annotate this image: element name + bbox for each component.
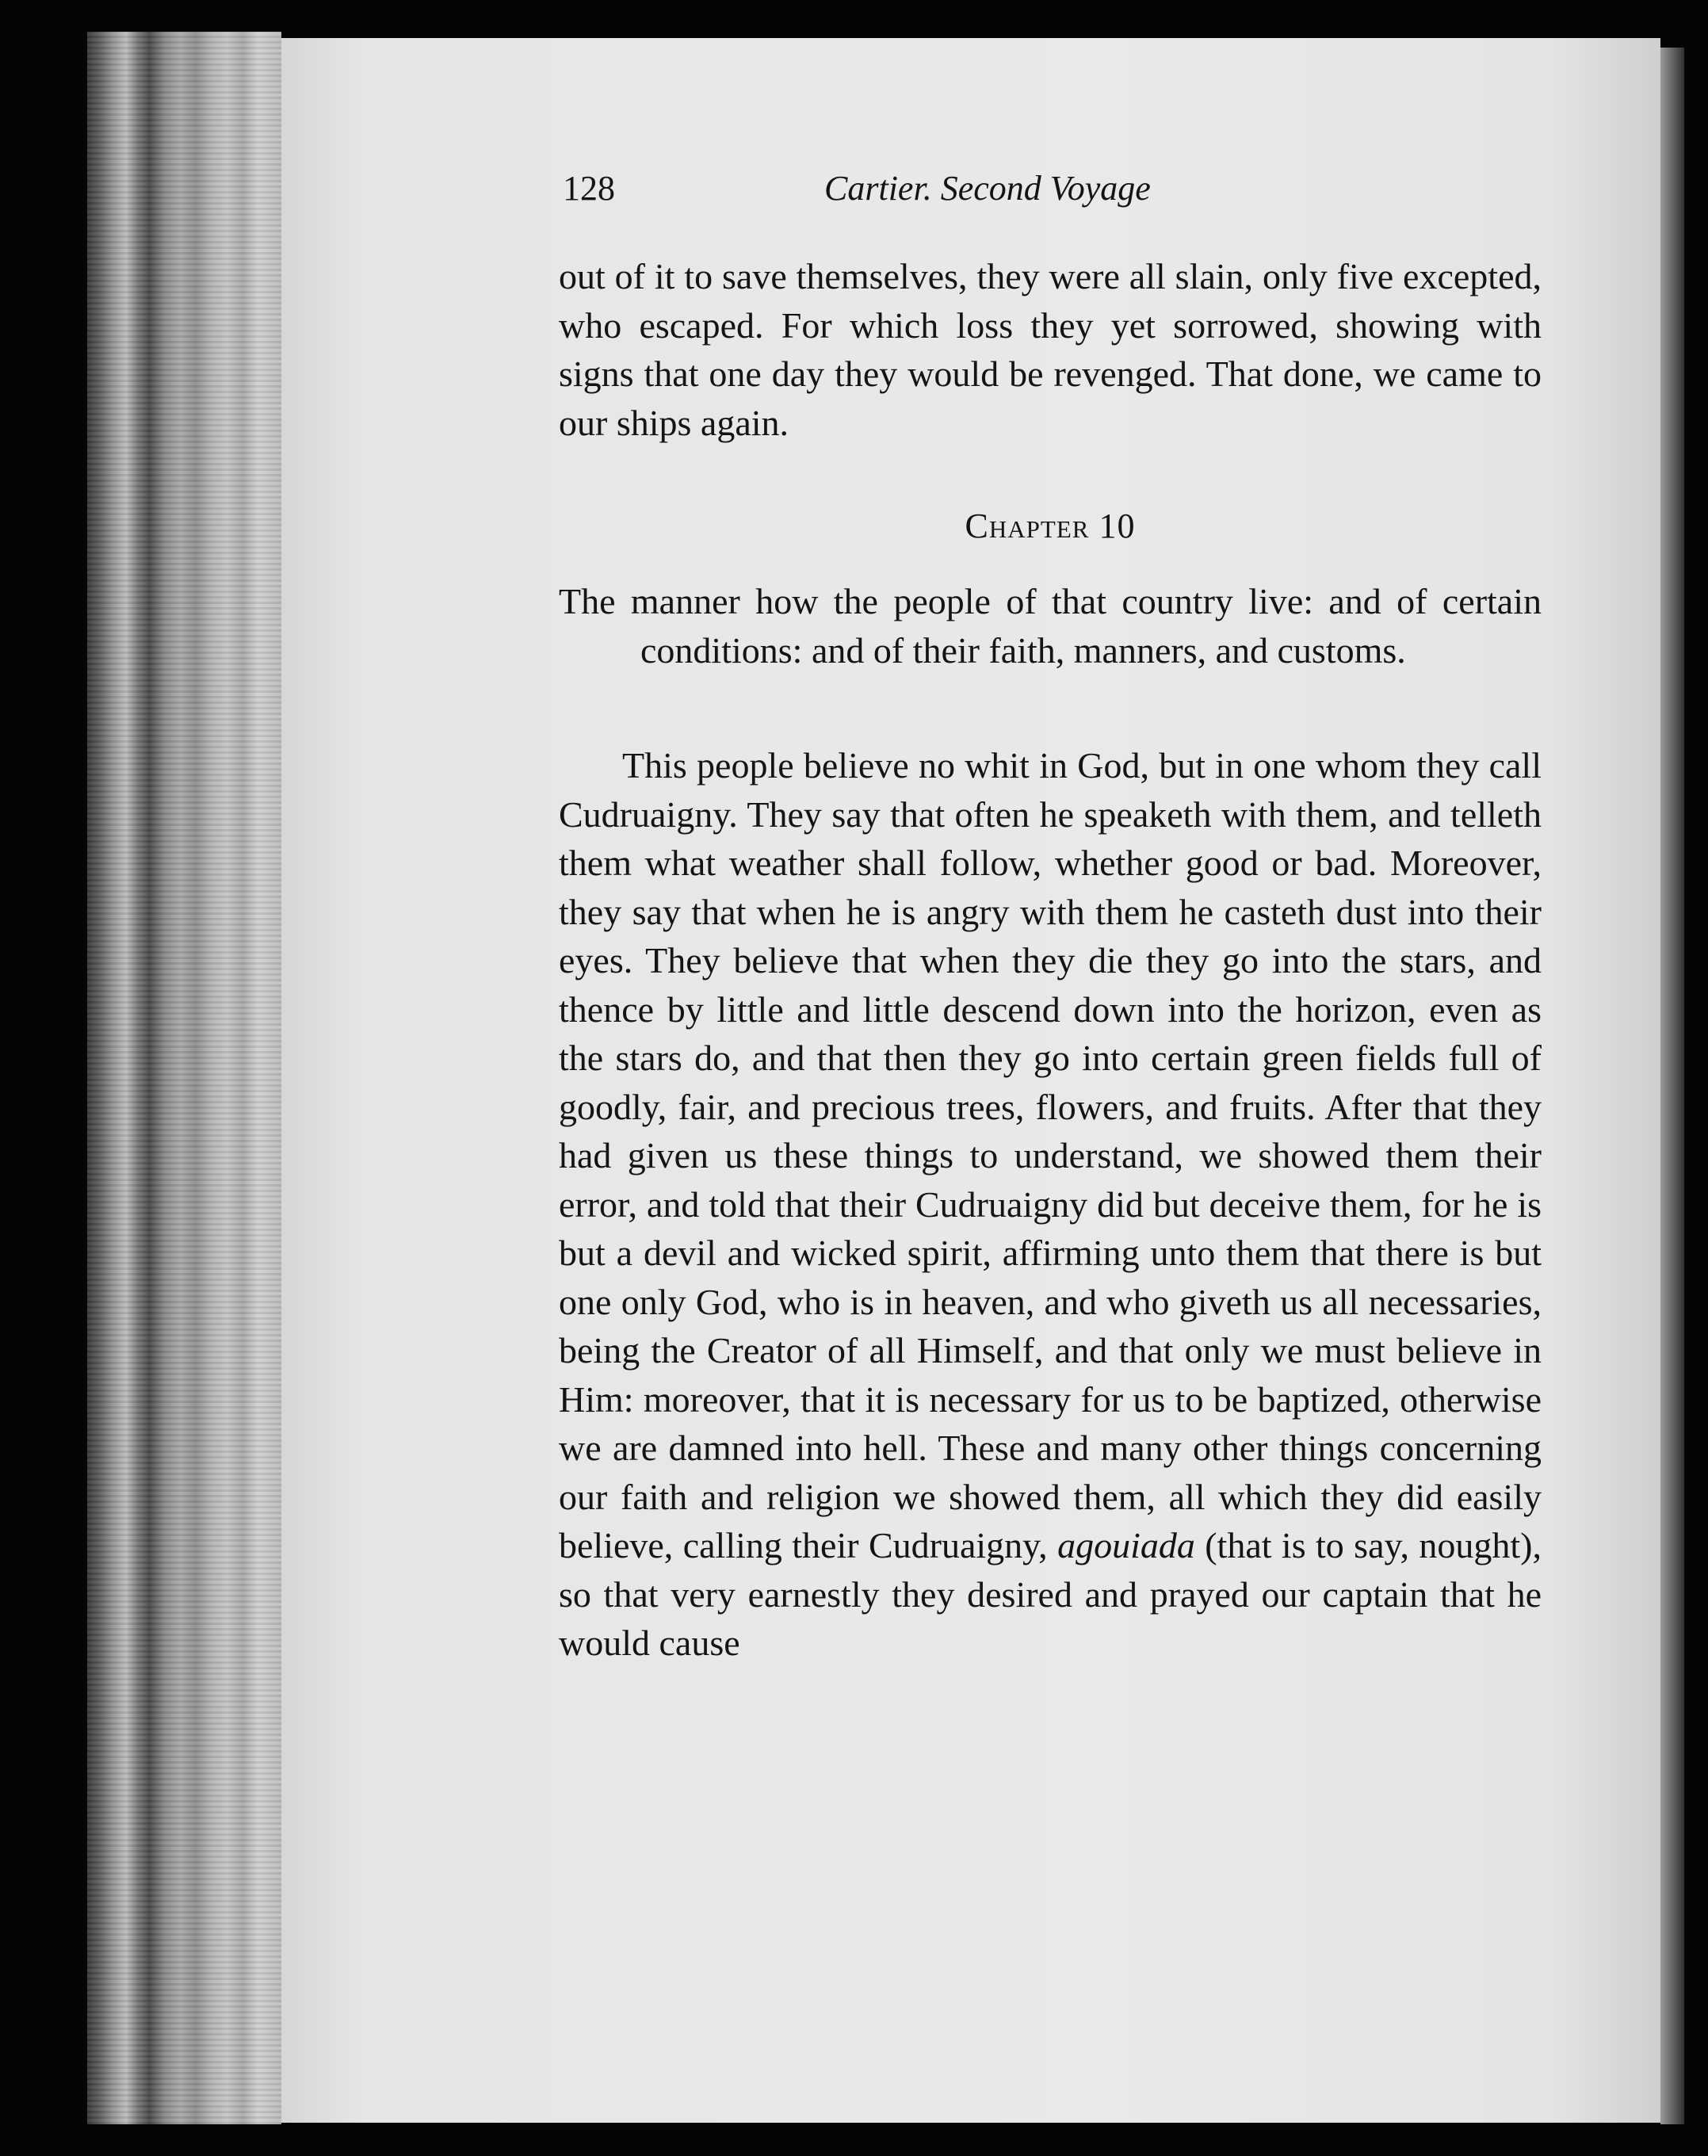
main-paragraph — [559, 741, 1542, 1668]
continued-paragraph-text: out of it to save themselves, they were all slain, only five excepted, who escaped. For which loss they yet sorrowed, showing with signs that one day they would be revenged. That done, we came to our ships again. — [559, 256, 1542, 443]
continued-paragraph — [559, 252, 1542, 447]
chapter-heading: Chapter 10 — [965, 507, 1136, 545]
italic-word: agouiada — [1057, 1525, 1195, 1565]
chapter-summary: The manner how the people of that country live: and of certain conditions: and of their faith, manners, and customs. — [559, 581, 1542, 671]
book-binding-edge — [87, 32, 281, 2124]
main-text-before-italic: This people believe no whit in God, but in one whom they call Cudruaigny. They say that often he speaketh with them, and telleth them what weather shall follow, whether good or bad. Moreover, they say that when he is angry with them he casteth dust into their eyes. They believe that when they die they go into the stars, and thence by little and little descend down into the horizon, even as the stars do, and that then they go into certain green fields full of goodly, fair, and precious trees, flowers, and fruits. After that they had given us these things to understand, we showed them their error, and told that their Cudruaigny did but deceive them, for he is but a devil and wicked spirit, affirming unto them that there is but one only God, who is in heaven, and who giveth us all necessaries, being the Creator of all Himself, and that only we must believe in Him: moreover, that it is necessary for us to be baptized, otherwise we are damned into hell. These and many other things concerning our faith and religion we showed them, all which they did easily believe, calling their Cudruaigny, — [559, 745, 1542, 1565]
page-number: 128 — [563, 169, 615, 208]
main-paragraph-text — [559, 741, 1542, 1668]
main-text-after-italic: (that is to say, nought), so that very earnestly they desired and prayed our captain that he would cause — [559, 1525, 1542, 1663]
page-right-shadow — [1660, 48, 1684, 2124]
running-head — [563, 168, 1546, 224]
running-title: Cartier. Second Voyage — [824, 169, 1151, 208]
binding-texture — [87, 32, 281, 2124]
